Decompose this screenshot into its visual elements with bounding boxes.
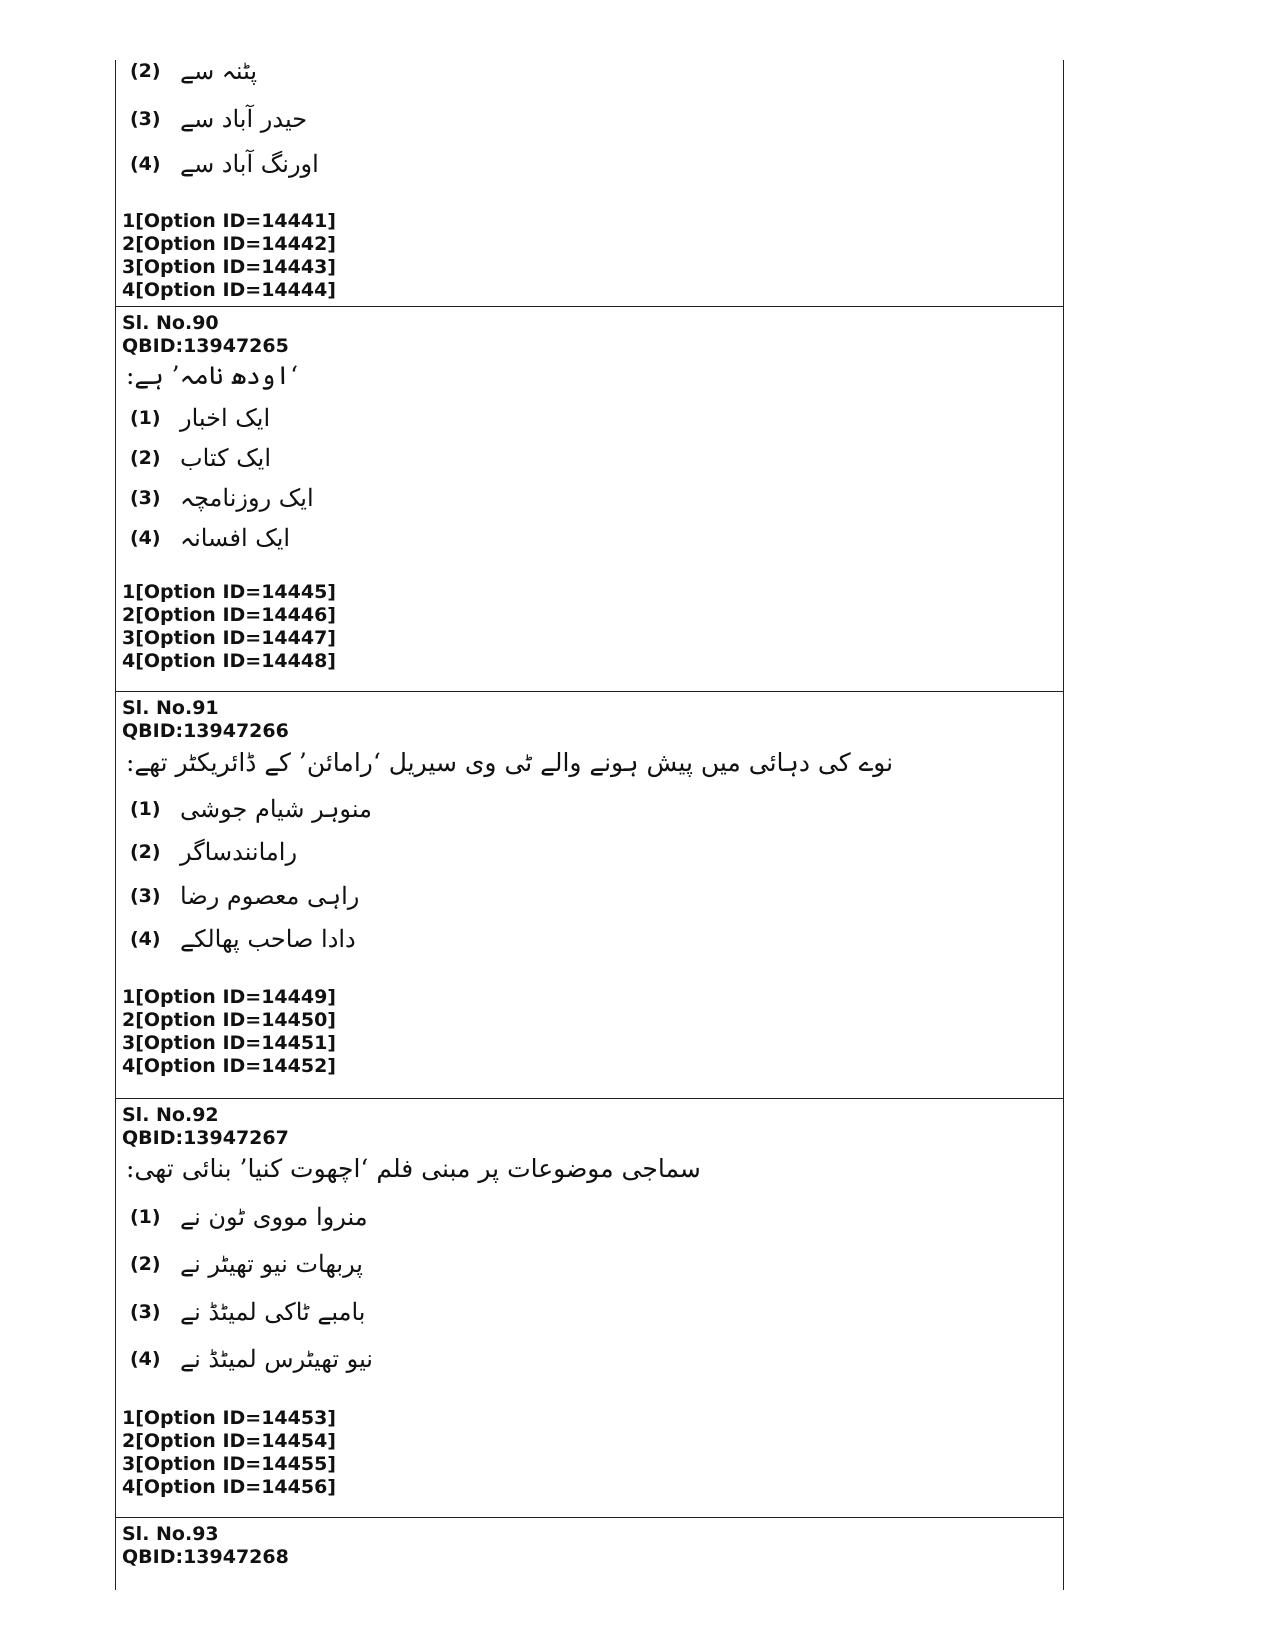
option-id: 3[Option ID=14443] xyxy=(122,256,336,278)
option-id-list xyxy=(122,581,336,673)
question-sheet xyxy=(115,57,1064,1590)
option-text: پٹنہ سے xyxy=(180,57,258,85)
question-stem: سماجی موضوعات پر مبنی فلم ‘اچھوت کنیا’ بنائی تھی: xyxy=(126,1154,701,1183)
option-text: ایک روزنامچہ xyxy=(180,484,314,512)
option-row xyxy=(130,879,359,913)
option-text: ایک افسانہ xyxy=(180,524,291,552)
option-row xyxy=(130,792,372,826)
option-id: 1[Option ID=14445] xyxy=(122,581,336,603)
option-row xyxy=(130,102,307,136)
option-text: راہی معصوم رضا xyxy=(180,882,360,910)
option-row xyxy=(130,147,319,181)
option-text: بامبے ٹاکی لمیٹڈ نے xyxy=(180,1298,366,1326)
option-number: (4) xyxy=(130,928,161,950)
option-text: دادا صاحب پھالکے xyxy=(180,925,356,953)
option-id: 1[Option ID=14453] xyxy=(122,1407,336,1429)
option-text: منروا مووی ٹون نے xyxy=(180,1203,368,1231)
option-id: 2[Option ID=14450] xyxy=(122,1009,336,1031)
question-block-90 xyxy=(116,306,1063,691)
option-text: پربھات نیو تھیٹر نے xyxy=(180,1250,363,1278)
option-text: ایک کتاب xyxy=(180,444,272,472)
qbid: QBID:13947268 xyxy=(122,1546,289,1568)
option-id: 2[Option ID=14454] xyxy=(122,1430,336,1452)
serial-number: Sl. No.92 xyxy=(122,1104,219,1126)
question-block-92 xyxy=(116,1098,1063,1517)
option-row xyxy=(130,54,257,88)
option-row xyxy=(130,1200,368,1234)
option-text: حیدر آباد سے xyxy=(180,105,308,133)
question-stem: ‘اودھ نامہ’ ہے: xyxy=(126,361,299,390)
qbid: QBID:13947265 xyxy=(122,335,289,357)
option-text: ایک اخبار xyxy=(180,404,271,432)
question-header xyxy=(122,312,289,358)
option-row xyxy=(130,922,356,956)
option-row xyxy=(130,521,290,555)
option-id: 3[Option ID=14455] xyxy=(122,1453,336,1475)
option-row xyxy=(130,441,271,475)
option-row xyxy=(130,401,270,435)
option-id: 2[Option ID=14446] xyxy=(122,604,336,626)
option-id: 4[Option ID=14448] xyxy=(122,650,336,672)
option-text: اورنگ آباد سے xyxy=(180,150,319,178)
option-number: (3) xyxy=(130,1301,161,1323)
option-id: 4[Option ID=14444] xyxy=(122,279,336,301)
option-text: نیو تھیٹرس لمیٹڈ نے xyxy=(180,1345,373,1373)
option-number: (3) xyxy=(130,108,161,130)
option-number: (4) xyxy=(130,153,161,175)
question-header xyxy=(122,697,289,743)
option-number: (3) xyxy=(130,885,161,907)
option-id: 3[Option ID=14451] xyxy=(122,1032,336,1054)
question-stem: نوے کی دہائی میں پیش ہونے والے ٹی وی سیریل ‘رامائن’ کے ڈائریکٹر تھے: xyxy=(126,748,894,777)
option-number: (2) xyxy=(130,60,161,82)
option-number: (2) xyxy=(130,1253,161,1275)
option-text: منوہر شیام جوشی xyxy=(180,795,372,823)
option-id: 3[Option ID=14447] xyxy=(122,627,336,649)
option-id-list xyxy=(122,210,336,302)
option-number: (2) xyxy=(130,841,161,863)
option-number: (4) xyxy=(130,527,161,549)
option-row xyxy=(130,1295,365,1329)
option-row xyxy=(130,835,297,869)
option-number: (1) xyxy=(130,798,161,820)
serial-number: Sl. No.91 xyxy=(122,697,219,719)
question-header xyxy=(122,1104,289,1150)
option-text: رامانندساگر xyxy=(180,838,298,866)
option-number: (3) xyxy=(130,487,161,509)
serial-number: Sl. No.93 xyxy=(122,1523,219,1545)
option-number: (1) xyxy=(130,1206,161,1228)
option-id: 1[Option ID=14449] xyxy=(122,986,336,1008)
option-number: (1) xyxy=(130,407,161,429)
option-row xyxy=(130,1342,373,1376)
option-id-list xyxy=(122,986,336,1078)
option-id: 1[Option ID=14441] xyxy=(122,210,336,232)
question-block-91 xyxy=(116,691,1063,1098)
qbid: QBID:13947266 xyxy=(122,720,289,742)
question-block-93 xyxy=(116,1517,1063,1590)
option-id: 2[Option ID=14442] xyxy=(122,233,336,255)
option-id-list xyxy=(122,1407,336,1499)
option-id: 4[Option ID=14452] xyxy=(122,1055,336,1077)
option-id: 4[Option ID=14456] xyxy=(122,1476,336,1498)
serial-number: Sl. No.90 xyxy=(122,312,219,334)
option-row xyxy=(130,481,314,515)
question-block-continued xyxy=(116,57,1063,306)
qbid: QBID:13947267 xyxy=(122,1127,289,1149)
question-header xyxy=(122,1523,289,1569)
option-number: (4) xyxy=(130,1348,161,1370)
option-row xyxy=(130,1247,363,1281)
option-number: (2) xyxy=(130,447,161,469)
